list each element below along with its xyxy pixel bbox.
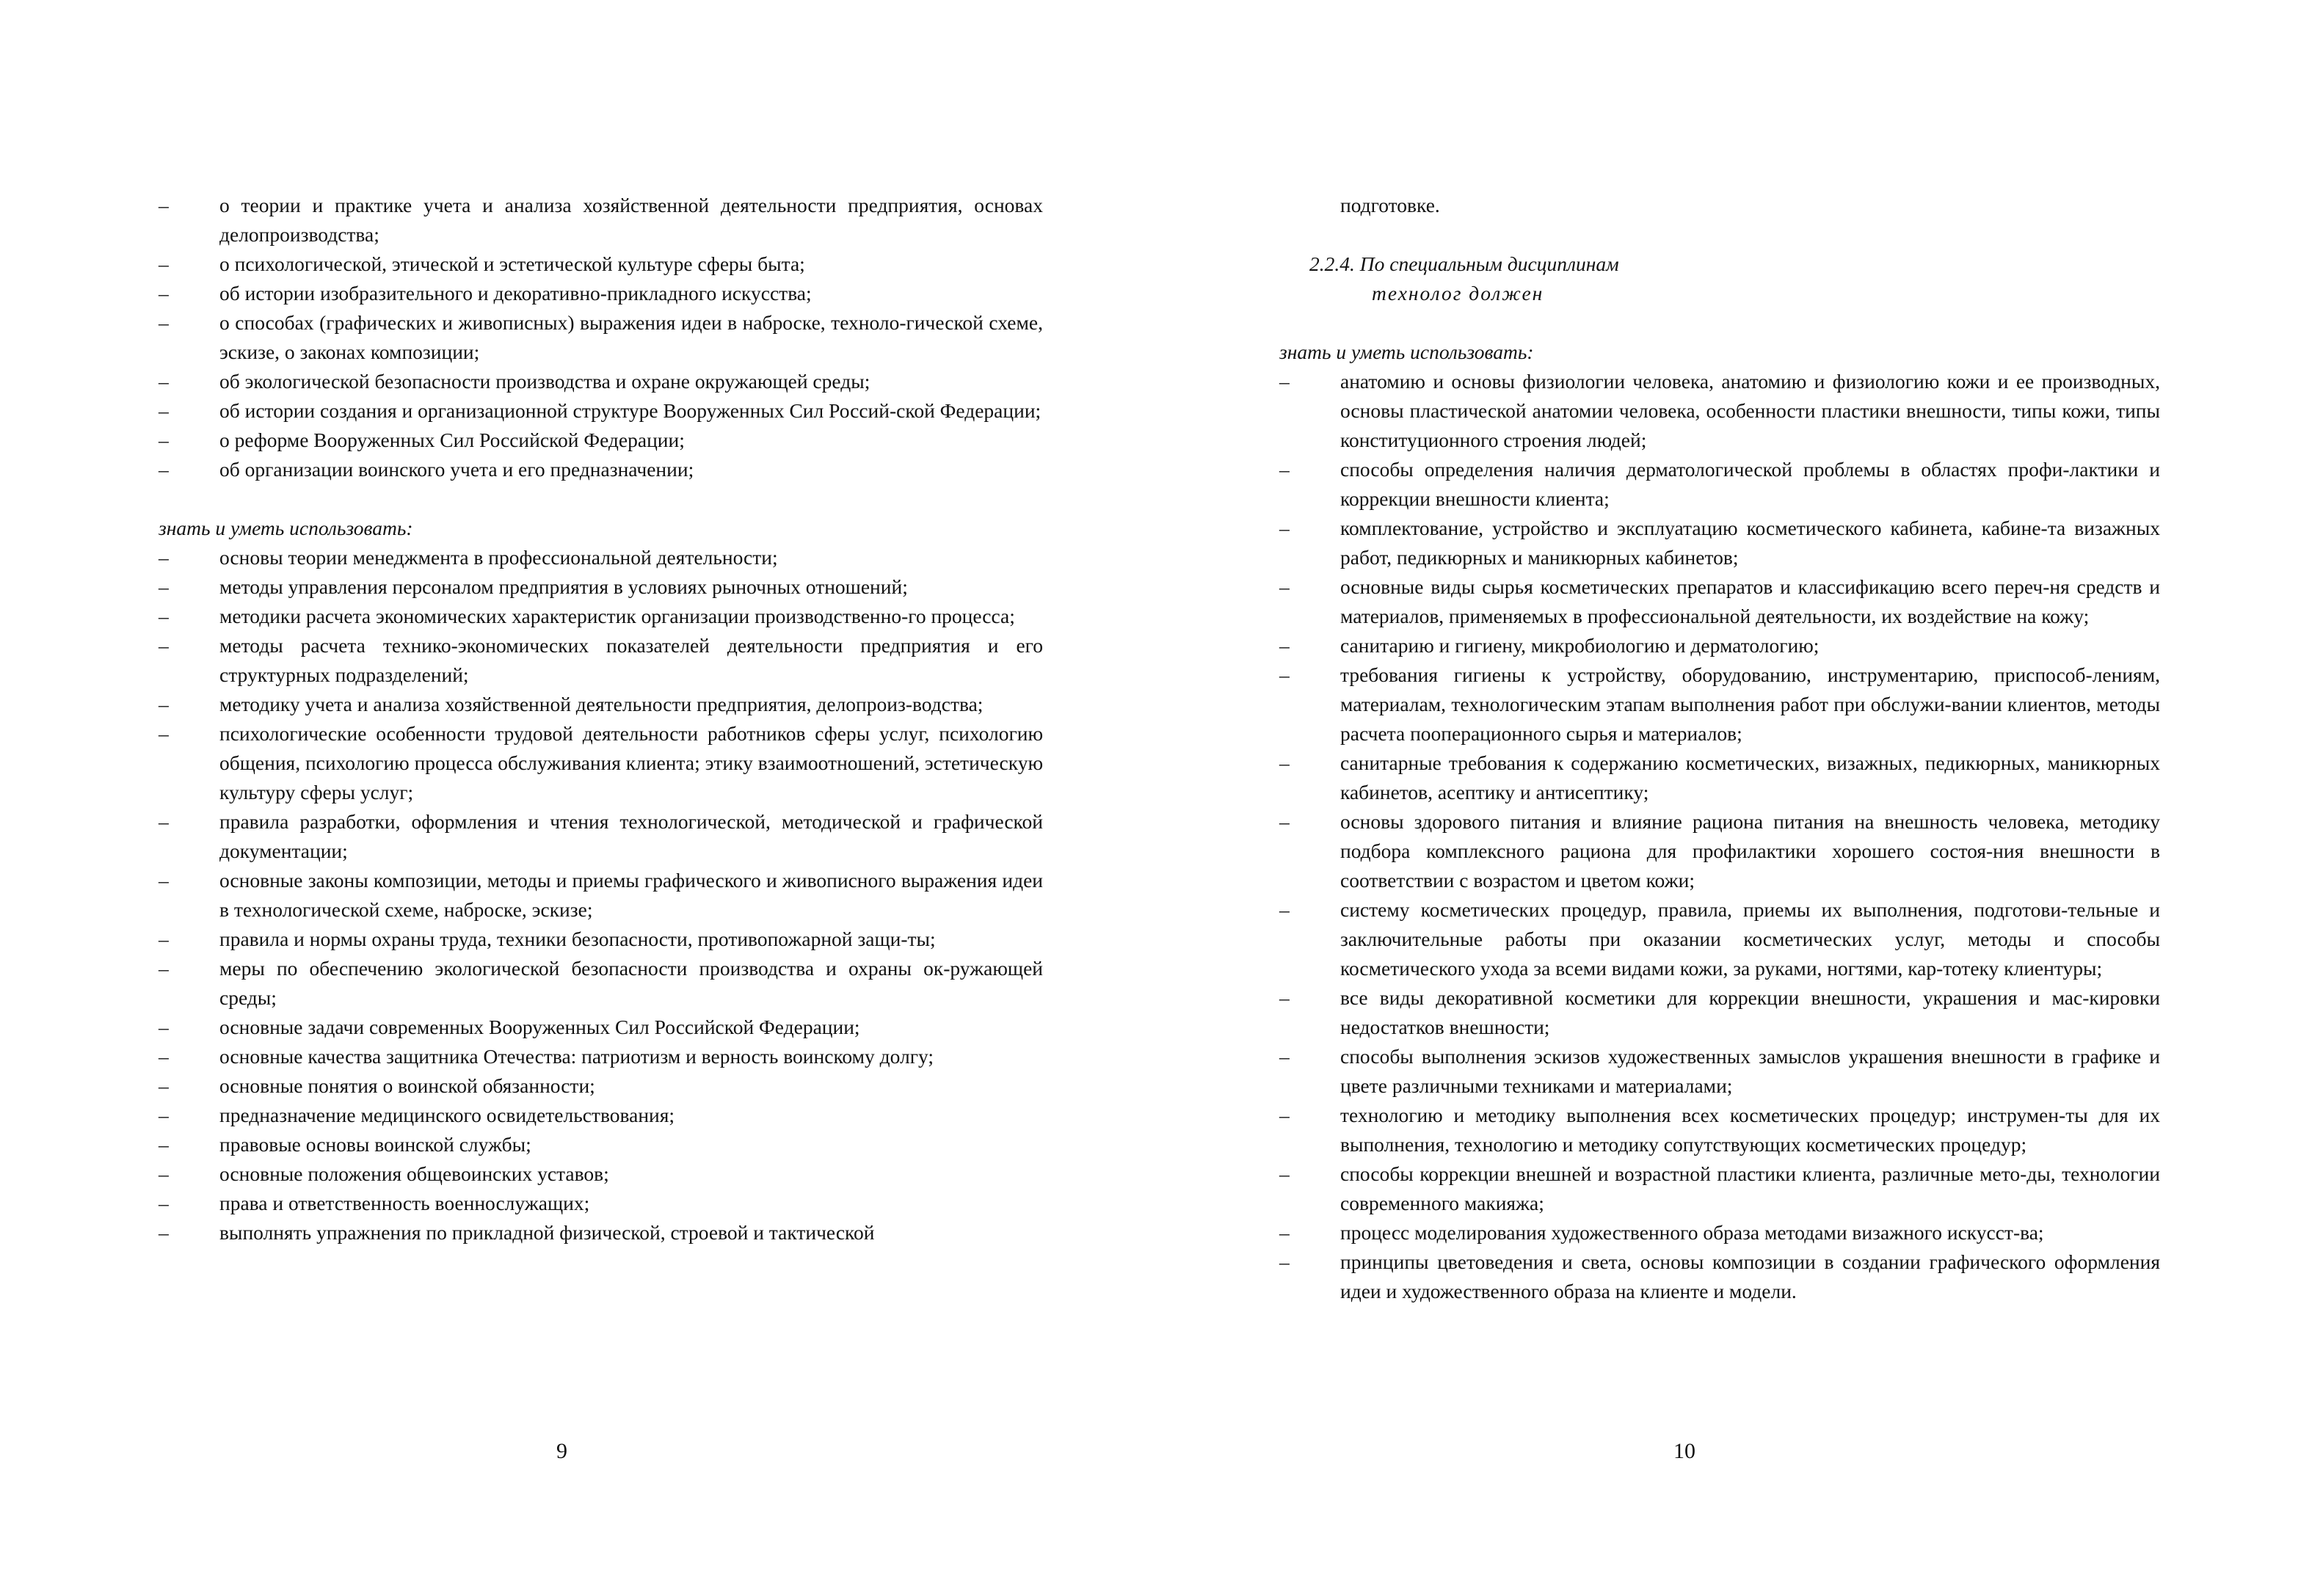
- list-item-text: основные положения общевоинских уставов;: [219, 1162, 609, 1185]
- list-item: [159, 807, 1043, 866]
- list-item: [1279, 1247, 2160, 1306]
- list-item: [159, 249, 1043, 279]
- right-subheading: знать и уметь использовать:: [1279, 340, 1534, 363]
- bullet-dash: –: [159, 869, 169, 892]
- bullet-dash: –: [159, 957, 169, 980]
- list-item-text: права и ответственность военнослужащих;: [219, 1192, 590, 1214]
- bullet-dash: –: [159, 546, 169, 569]
- bullet-dash: –: [1279, 1104, 1290, 1126]
- list-item: [159, 1130, 1043, 1159]
- bullet-dash: –: [1279, 575, 1290, 598]
- bullet-dash: –: [1279, 517, 1290, 539]
- list-item: [1279, 807, 2160, 895]
- continuation-text: подготовке.: [1340, 194, 1440, 216]
- list-item-text: способы определения наличия дерматологической проблемы в областях профи-лактики и коррекции внешности клиента;: [1340, 458, 2160, 510]
- list-item: [159, 367, 1043, 396]
- bullet-dash: –: [1279, 986, 1290, 1009]
- bullet-dash: –: [159, 399, 169, 422]
- list-item-text: анатомию и основы физиологии человека, анатомию и физиологию кожи и ее производных, основы пластической анатомии человека, особенности пластики внешности, типы кожи, типы конституционного строения людей;: [1340, 370, 2160, 451]
- list-item-text: процесс моделирования художественного образа методами визажного искусст-ва;: [1340, 1221, 2044, 1244]
- list-item: [159, 954, 1043, 1013]
- bullet-dash: –: [1279, 370, 1290, 393]
- bullet-dash: –: [159, 252, 169, 275]
- list-item-text: выполнять упражнения по прикладной физической, строевой и тактической: [219, 1221, 875, 1244]
- right-text-column: [1279, 191, 2160, 1306]
- list-item-text: систему косметических процедур, правила, приемы их выполнения, подготови-тельные и заключительные работы при оказании косметических услуг, методы и способы косметического ухода за всеми видами кожи, за руками, ногтями, кар-тотеку клиентуры;: [1340, 898, 2160, 980]
- list-item: [159, 396, 1043, 426]
- bullet-dash: –: [159, 605, 169, 627]
- list-item-text: все виды декоративной косметики для коррекции внешности, украшения и мас-кировки недостатков внешности;: [1340, 986, 2160, 1038]
- bullet-dash: –: [159, 370, 169, 393]
- list-item-text: предназначение медицинского освидетельствования;: [219, 1104, 675, 1126]
- bullet-dash: –: [1279, 1221, 1290, 1244]
- list-item-text: о теории и практике учета и анализа хозяйственной деятельности предприятия, основах делопроизводства;: [219, 194, 1043, 246]
- bullet-dash: –: [1279, 634, 1290, 657]
- list-item-text: основные законы композиции, методы и приемы графического и живописного выражения идеи в технологической схеме, наброске, эскизе;: [219, 869, 1043, 921]
- list-item-text: способы выполнения эскизов художественных замыслов украшения внешности в графике и цвете различными техниками и материалами;: [1340, 1045, 2160, 1097]
- bullet-dash: –: [159, 194, 169, 216]
- list-item-text: санитарию и гигиену, микробиологию и дерматологию;: [1340, 634, 1820, 657]
- list-item: [1279, 1101, 2160, 1159]
- list-item-text: психологические особенности трудовой деятельности работников сферы услуг, психологию общения, психологию процесса обслуживания клиента; этику взаимоотношений, эстетическую культуру сферы услуг;: [219, 722, 1043, 804]
- list-item: [159, 191, 1043, 249]
- list-item-text: меры по обеспечению экологической безопасности производства и охраны ок-ружающей среды;: [219, 957, 1043, 1009]
- bullet-dash: –: [159, 928, 169, 950]
- list-item-text: правовые основы воинской службы;: [219, 1133, 531, 1156]
- bullet-dash: –: [159, 693, 169, 715]
- list-item-text: санитарные требования к содержанию косметических, визажных, педикюрных, маникюрных кабинетов, асептику и антисептику;: [1340, 751, 2160, 804]
- list-item-text: комплектование, устройство и эксплуатацию косметического кабинета, кабине-та визажных работ, педикюрных и маникюрных кабинетов;: [1340, 517, 2160, 569]
- bullet-dash: –: [159, 1104, 169, 1126]
- list-item: [1279, 367, 2160, 455]
- right-skills-list: [1279, 367, 2160, 1306]
- list-item: [159, 1013, 1043, 1042]
- list-item: [159, 1071, 1043, 1101]
- list-item-text: методы управления персоналом предприятия в условиях рыночных отношений;: [219, 575, 908, 598]
- list-item-text: об экологической безопасности производства и охране окружающей среды;: [219, 370, 870, 393]
- list-item: [1279, 748, 2160, 807]
- list-item: [159, 279, 1043, 308]
- list-item: [159, 925, 1043, 954]
- list-item-text: основные задачи современных Вооруженных Сил Российской Федерации;: [219, 1016, 860, 1038]
- bullet-dash: –: [159, 1133, 169, 1156]
- list-item-text: технологию и методику выполнения всех косметических процедур; инструмен-ты для их выполнения, технологию и методику сопутствующих косметических процедур;: [1340, 1104, 2160, 1156]
- bullet-dash: –: [1279, 898, 1290, 921]
- list-item: [1279, 895, 2160, 983]
- list-item-text: об организации воинского учета и его предназначении;: [219, 458, 694, 481]
- bullet-dash: –: [159, 282, 169, 305]
- list-item-text: принципы цветоведения и света, основы композиции в создании графического оформления идеи и художественного образа на клиенте и модели.: [1340, 1250, 2160, 1302]
- list-item: [159, 719, 1043, 807]
- list-item: [159, 543, 1043, 572]
- list-item: [159, 572, 1043, 602]
- bullet-dash: –: [159, 458, 169, 481]
- bullet-dash: –: [1279, 751, 1290, 774]
- list-item-text: способы коррекции внешней и возрастной пластики клиента, различные мето-ды, технологии современного макияжа;: [1340, 1162, 2160, 1214]
- bullet-dash: –: [159, 722, 169, 745]
- left-text-column: [159, 191, 1043, 1247]
- list-item-text: о психологической, этической и эстетической культуре сферы быта;: [219, 252, 805, 275]
- list-item: [159, 1159, 1043, 1189]
- list-item: [1279, 1159, 2160, 1218]
- bullet-dash: –: [1279, 1250, 1290, 1273]
- left-skills-list: [159, 543, 1043, 1247]
- page-number-right: 10: [1673, 1439, 1695, 1463]
- bullet-dash: –: [159, 1016, 169, 1038]
- list-item-text: основы здорового питания и влияние рациона питания на внешность человека, методику подбора комплексного рациона для профилактики хорошего состоя-ния внешности в соответствии с возрастом и цветом кожи;: [1340, 810, 2160, 892]
- list-item-text: правила и нормы охраны труда, техники безопасности, противопожарной защи-ты;: [219, 928, 936, 950]
- list-item: [159, 1218, 1043, 1247]
- list-item: [159, 426, 1043, 455]
- bullet-dash: –: [159, 1221, 169, 1244]
- list-item: [159, 1101, 1043, 1130]
- left-subheading: знать и уметь использовать:: [159, 517, 413, 539]
- list-item-text: о способах (графических и живописных) выражения идеи в наброске, техноло-гической схеме, эскизе, о законах композиции;: [219, 311, 1043, 363]
- section-heading: 2.2.4. По специальным дисциплинам: [1309, 252, 1619, 275]
- bullet-dash: –: [159, 1192, 169, 1214]
- list-item: [1279, 983, 2160, 1042]
- bullet-dash: –: [159, 634, 169, 657]
- list-item: [159, 1042, 1043, 1071]
- list-item: [1279, 455, 2160, 514]
- list-item: [1279, 631, 2160, 660]
- list-item-text: об истории изобразительного и декоративно-прикладного искусства;: [219, 282, 812, 305]
- list-item: [159, 455, 1043, 484]
- list-item-text: основные виды сырья косметических препаратов и классификацию всего переч-ня средств и материалов, применяемых в профессиональной деятельности, их воздействие на кожу;: [1340, 575, 2160, 627]
- page-number-left: 9: [556, 1439, 567, 1463]
- list-item-text: правила разработки, оформления и чтения технологической, методической и графической документации;: [219, 810, 1043, 862]
- bullet-dash: –: [159, 575, 169, 598]
- list-item-text: о реформе Вооруженных Сил Российской Федерации;: [219, 429, 685, 451]
- bullet-dash: –: [159, 1074, 169, 1097]
- bullet-dash: –: [159, 810, 169, 833]
- list-item: [159, 866, 1043, 925]
- list-item: [1279, 660, 2160, 748]
- list-item: [1279, 572, 2160, 631]
- bullet-dash: –: [159, 1162, 169, 1185]
- bullet-dash: –: [1279, 458, 1290, 481]
- list-item-text: об истории создания и организационной структуре Вооруженных Сил Россий-ской Федерации;: [219, 399, 1042, 422]
- bullet-dash: –: [1279, 1162, 1290, 1185]
- list-item: [1279, 1218, 2160, 1247]
- list-item: [159, 602, 1043, 631]
- bullet-dash: –: [1279, 810, 1290, 833]
- bullet-dash: –: [1279, 1045, 1290, 1068]
- list-item-text: основные качества защитника Отечества: патриотизм и верность воинскому долгу;: [219, 1045, 934, 1068]
- list-item: [159, 631, 1043, 690]
- list-item: [159, 690, 1043, 719]
- list-item: [159, 1189, 1043, 1218]
- list-item-text: основы теории менеджмента в профессиональной деятельности;: [219, 546, 778, 569]
- list-item-text: методы расчета технико-экономических показателей деятельности предприятия и его структурных подразделений;: [219, 634, 1043, 686]
- list-item-text: основные понятия о воинской обязанности;: [219, 1074, 595, 1097]
- bullet-dash: –: [1279, 663, 1290, 686]
- list-item: [1279, 514, 2160, 572]
- role-heading: технолог должен: [1372, 282, 1544, 305]
- list-item: [1279, 1042, 2160, 1101]
- right-page: [1156, 0, 2312, 1596]
- bullet-dash: –: [159, 311, 169, 334]
- list-item-text: методики расчета экономических характеристик организации производственно-го процесса;: [219, 605, 1015, 627]
- bullet-dash: –: [159, 1045, 169, 1068]
- list-item-text: требования гигиены к устройству, оборудованию, инструментарию, приспособ-лениям, материалам, технологическим этапам выполнения работ при обслужи-вании клиентов, методы расчета пооперационного сырья и материалов;: [1340, 663, 2160, 745]
- list-item-text: методику учета и анализа хозяйственной деятельности предприятия, делопроиз-водства;: [219, 693, 984, 715]
- left-top-list: [159, 191, 1043, 484]
- bullet-dash: –: [159, 429, 169, 451]
- list-item: [159, 308, 1043, 367]
